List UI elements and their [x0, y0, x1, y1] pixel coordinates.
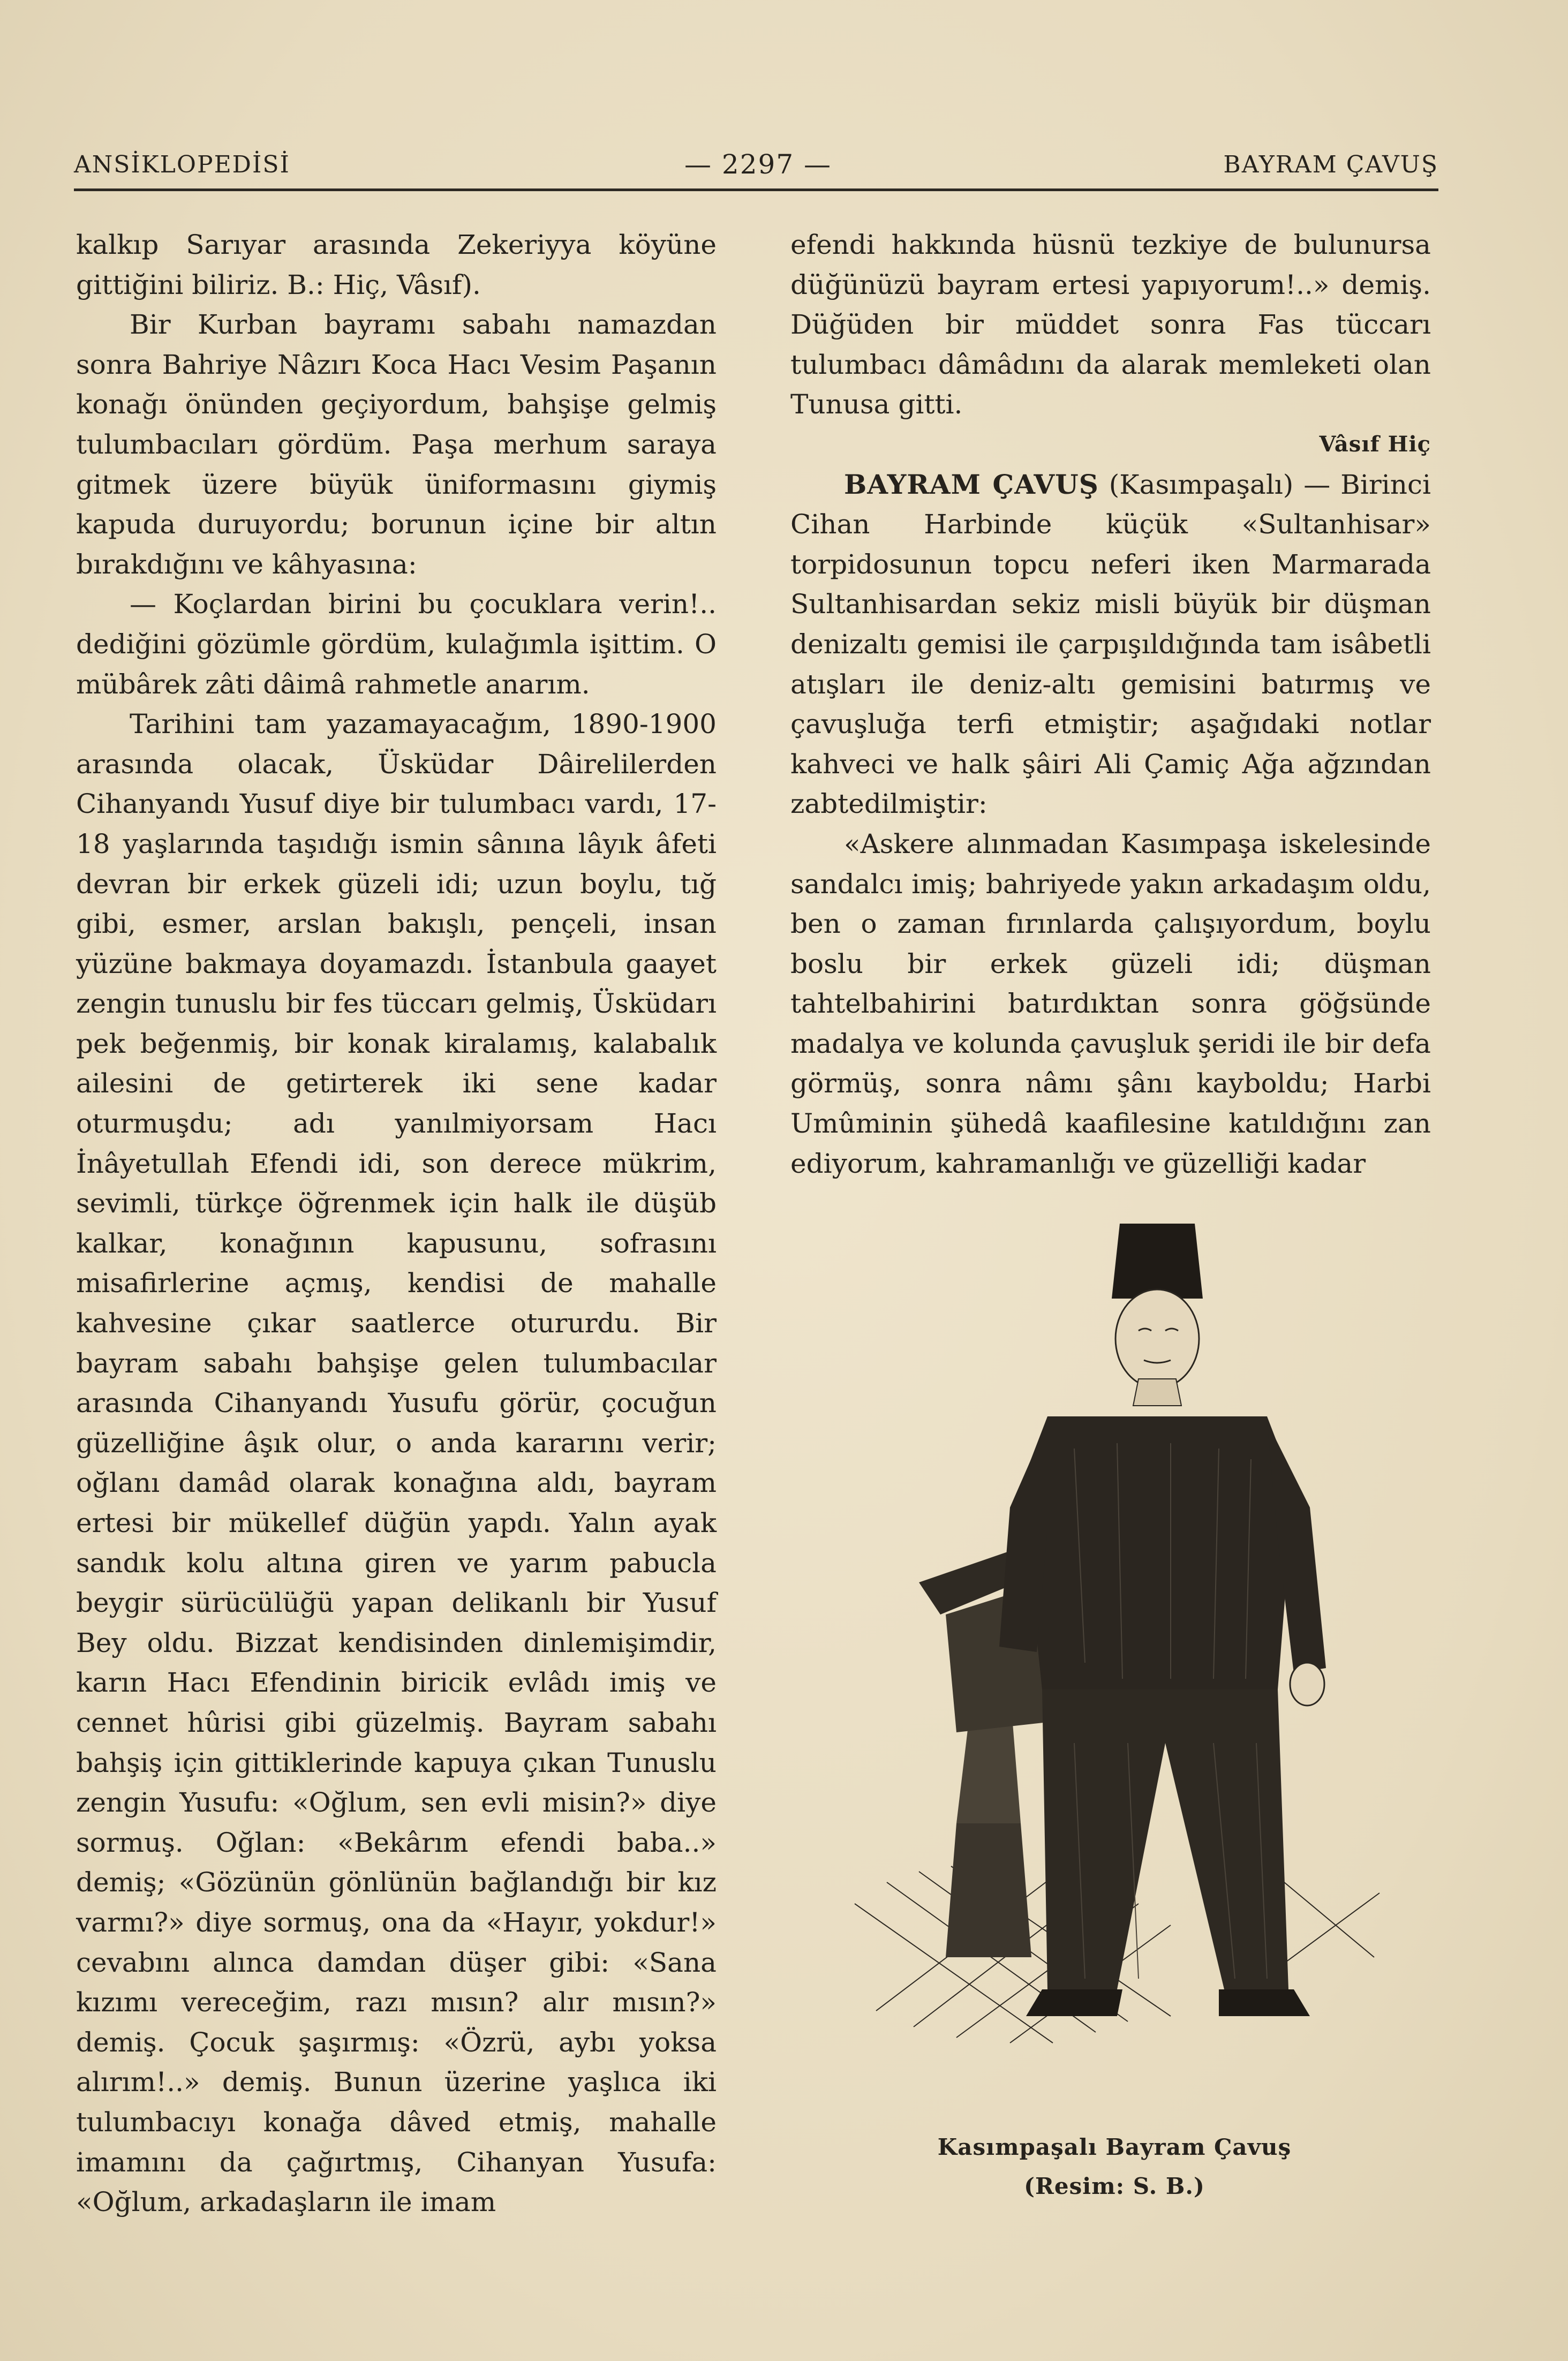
entry-paragraph: [790, 465, 1431, 824]
uniform-torso: [1021, 1416, 1294, 1689]
running-header: [74, 146, 1438, 183]
sailor-illustration: [796, 1208, 1433, 2096]
author-signature: Vâsıf Hiç: [1319, 431, 1431, 457]
header-right: BAYRAM ÇAVUŞ: [1223, 151, 1438, 178]
entry-title: BAYRAM ÇAVUŞ: [844, 468, 1099, 500]
left-column: [76, 225, 717, 2222]
header-left: ANSİKLOPEDİSİ: [74, 151, 290, 178]
quote-paragraph: «Askere alınmadan Kasımpaşa iskelesinde sandalcı imiş; bahriyede yakın arkadaşım oldu, ben o zaman fırınlarda çalışıyordum, boylu boslu bir erkek güzeli idi; düşman tahtelbahirini batırdıktan sonra göğsünde madalya ve kolunda çavuşluk şeridi ile bir defa görmüş, sonra nâmı şânı kayboldu; Harbi Umûminin şühedâ kaafilesine katıldığını zan ediyorum, kahramanlığı ve güzelliği kadar: [790, 828, 1431, 1179]
paragraph: kalkıp Sarıyar arasında Zekeriyya köyüne gittiğini biliriz. B.: Hiç, Vâsıf).: [76, 229, 717, 300]
figure-caption: Kasımpaşalı Bayram Çavuş: [937, 2134, 1292, 2160]
gun-pedestal: [946, 1823, 1031, 1957]
header-rule: [74, 188, 1438, 191]
paragraph: Tarihini tam yazamayacağım, 1890-1900 arasında olacak, Üsküdar Dâirelilerden Cihanyandı Yusuf diye bir tulumbacı vardı, 17-18 yaşlarında taşıdığı ismin sânına lâyık âfeti devran bir erkek güzeli idi; uzun boylu, tığ gibi, esmer, arslan bakışlı, pençeli, insan yüzüne bakmaya doyamazdı. İstanbula gaayet zengin tunuslu bir fes tüccarı gelmiş, Üsküdarı pek beğenmiş, bir konak kiralamış, kalabalık ailesini de getirterek iki sene kadar oturmuşdu; adı yanılmiyorsam Hacı İnâyetullah Efendi idi, son derece mükrim, sevimli, türkçe öğrenmek için halk ile düşüb kalkar, konağının kapusunu, sofrasını misafirlerine açmış, kendisi de mahalle kahvesine çıkar saatlerce otururdu. Bir bayram sabahı bahşişe gelen tulumbacılar arasında Cihanyandı Yusufu görür, çocuğun güzelliğine âşık olur, o anda kararını verir; oğlanı damâd olarak konağına aldı, bayram ertesi bir mükellef düğün yapdı. Yalın ayak sandık kolu altına giren ve yarım pabucla beygir sürücülüğü yapan delikanlı bir Yusuf Bey oldu. Bizzat kendisinden dinlemişimdir, karın Hacı Efendinin biricik evlâdı imiş ve cennet hûrisi gibi güzelmiş. Bayram sabahı bahşiş için gittiklerinde kapuya çıkan Tunuslu zengin Yusufu: «Oğlum, sen evli misin?» diye sormuş. Oğlan: «Bekârım efendi baba..» demiş; «Gözünün gönlünün bağlandığı bir kız varmı?» diye sormuş, ona da «Hayır, yokdur!» cevabını alınca damdan düşer gibi: «Sana kızımı vereceğim, razı mısın? alır mısın?» demiş. Çocuk şaşırmış: «Özrü, aybı yoksa alırım!..» demiş. Bunun üzerine yaşlıca iki tulumbacıyı konağa dâved etmiş, mahalle imamını da çağırtmış, Cihanyan Yusufa: «Oğlum, arkadaşların ile imam: [76, 708, 717, 2218]
figure-credit: (Resim: S. B.): [1024, 2173, 1205, 2199]
paragraph: Bir Kurban bayramı sabahı namazdan sonra Bahriye Nâzırı Koca Hacı Vesim Paşanın konağı önünden geçiyordum, bahşişe gelmiş tulumbacıları gördüm. Paşa merhum saraya gitmek üzere büyük üniformasını giymiş kapuda duruyordu; borunun içine bir altın bırakdığını ve kâhyasına:: [76, 309, 717, 580]
paragraph-continuation: efendi hakkında hüsnü tezkiye de bulunursa düğünüzü bayram ertesi yapıyorum!..» demiş. Düğüden bir müddet sonra Fas tüccarı tulumbacı dâmâdını da alarak memleketi olan Tunusa gitti.: [790, 229, 1431, 420]
entry-body: (Kasımpaşalı) — Birinci Cihan Harbinde küçük «Sultanhisar» torpidosunun topcu neferi iken Marmarada Sultanhisardan sekiz misli büyük bir düşman denizaltı gemisi ile çarpışıldığında tam isâbetli atışları ile deniz-altı gemisini batırmış ve çavuşluğa terfi etmiştir; aşağıdaki notlar kahveci ve halk şâiri Ali Çamiç Ağa ağzından zabtedilmiştir:: [790, 469, 1431, 820]
paragraph: — Koçlardan birini bu çocuklara verin!.. dediğini gözümle gördüm, kulağımla işittim. O mübârek zâti dâimâ rahmetle anarım.: [76, 589, 717, 700]
page-number: — 2297 —: [684, 149, 832, 180]
fez: [1112, 1224, 1203, 1299]
right-column: [790, 225, 1431, 1183]
